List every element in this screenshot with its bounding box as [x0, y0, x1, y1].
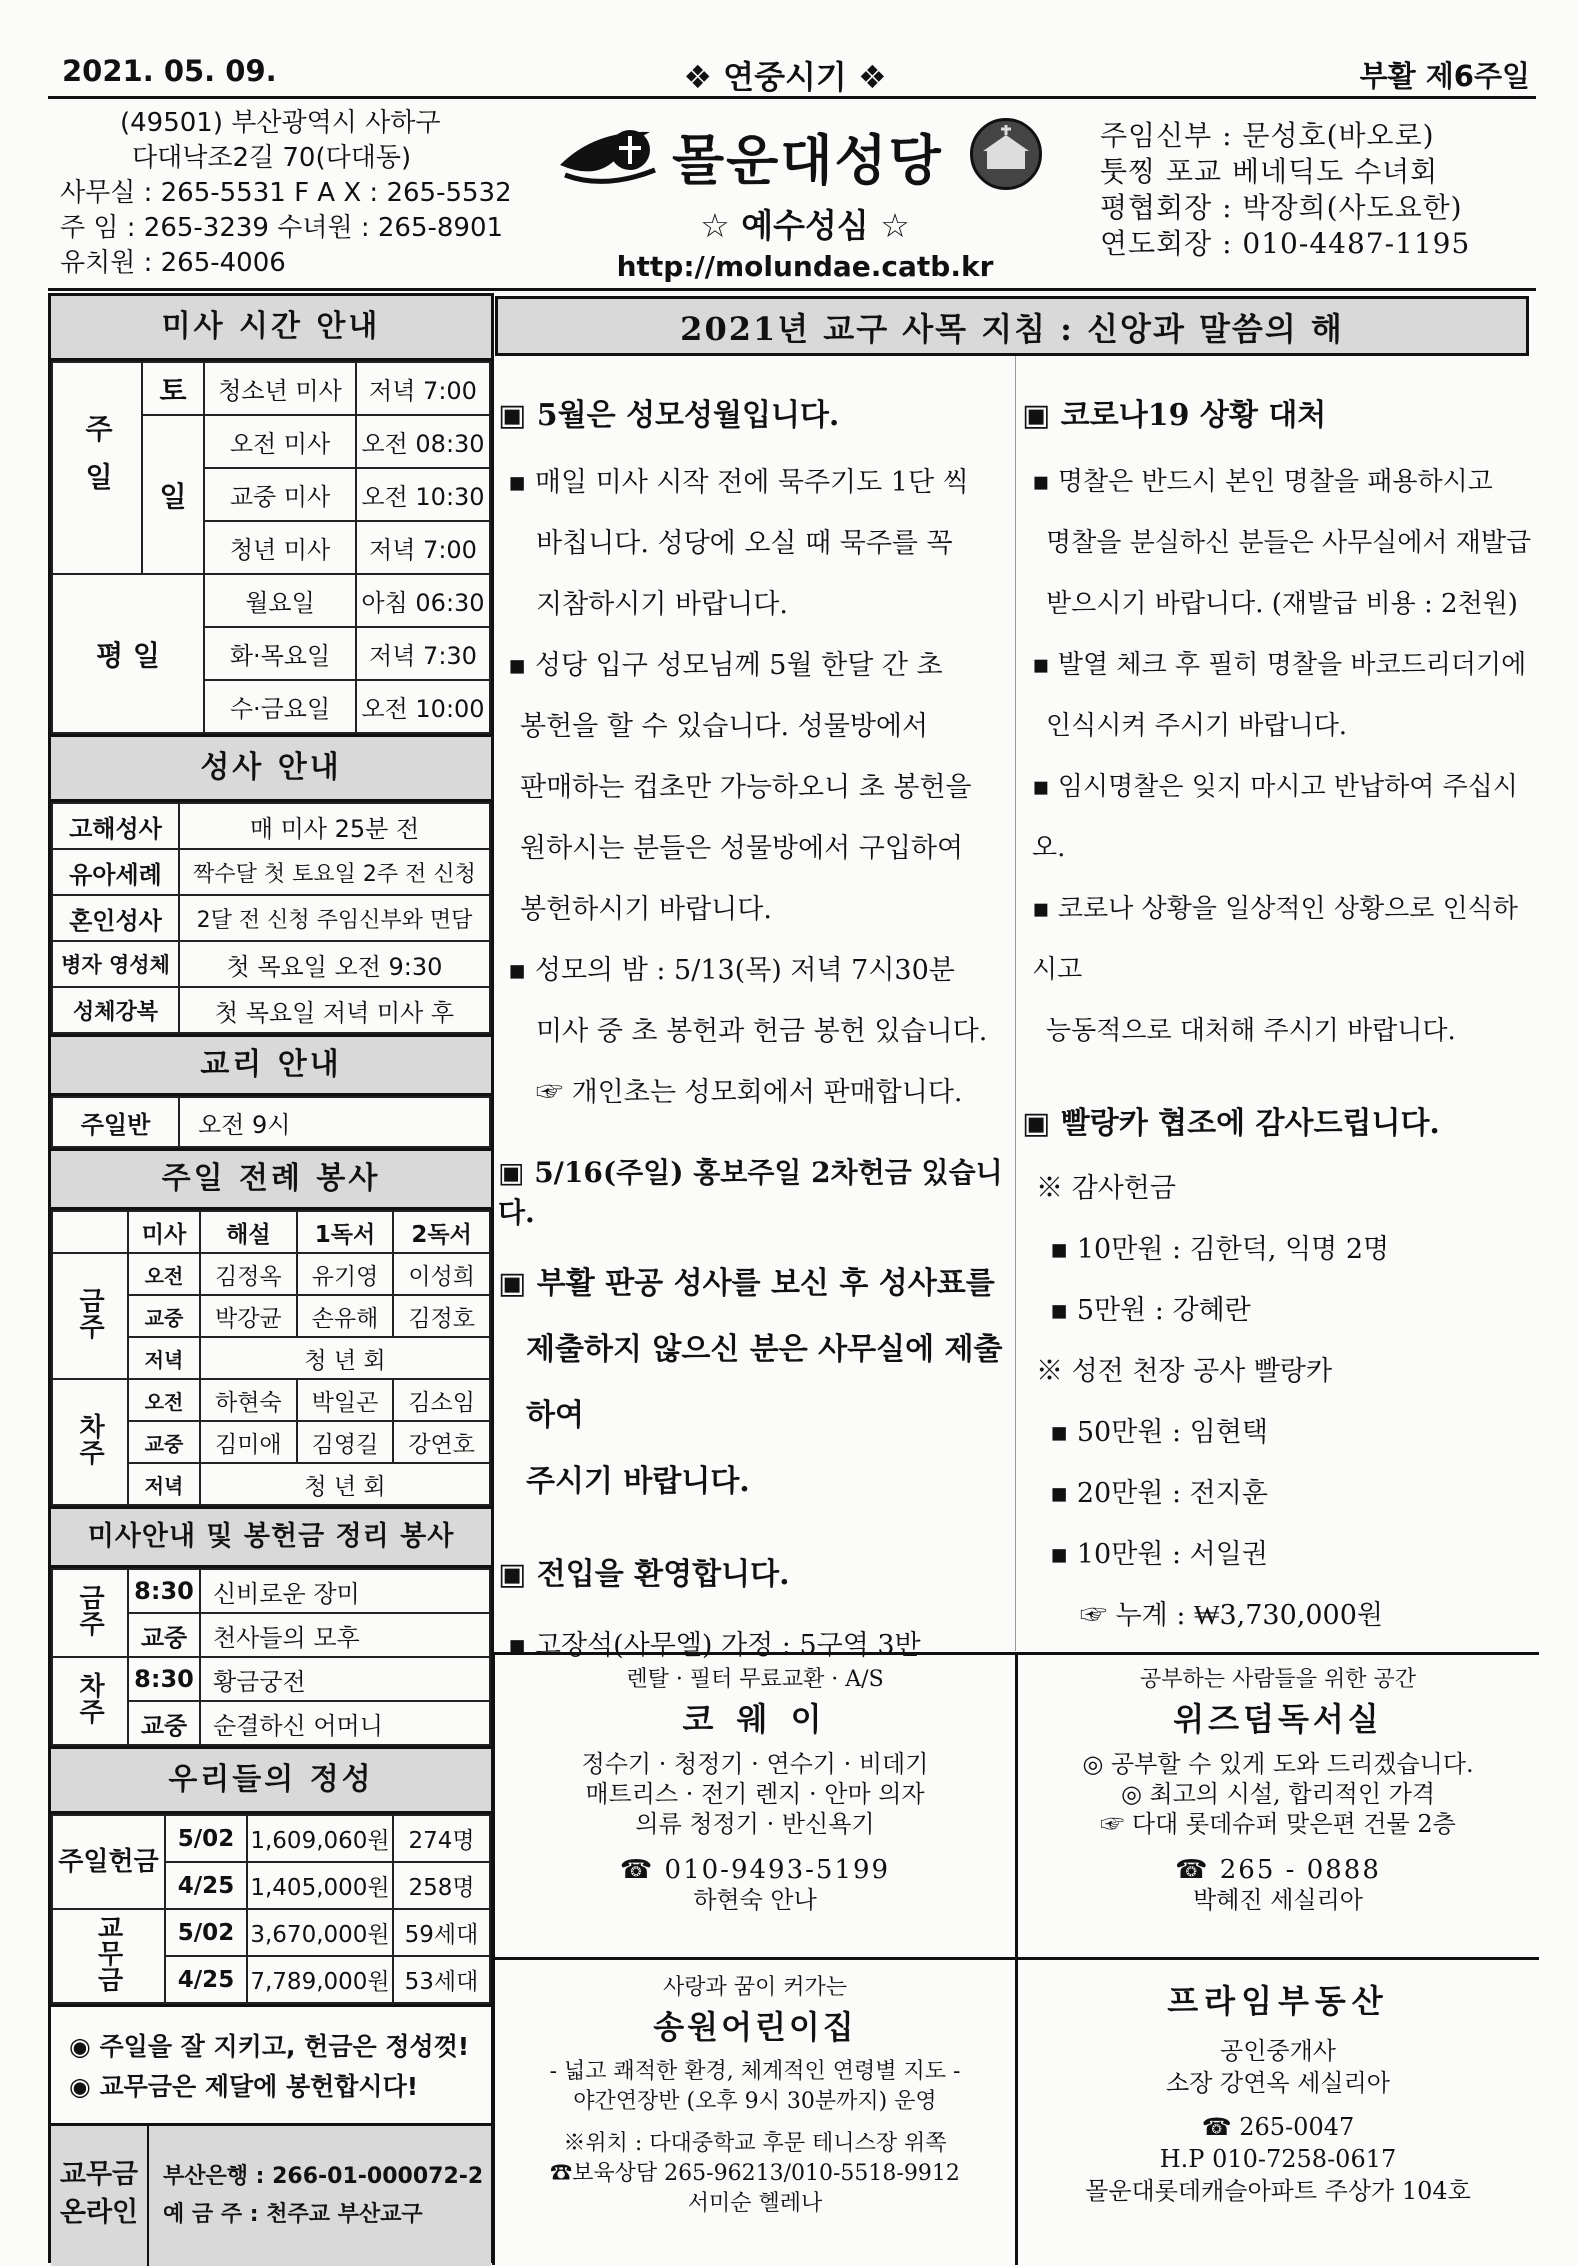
service-group: 황금궁전	[200, 1657, 490, 1701]
donation-date: 4/25	[165, 1862, 247, 1909]
office-phone: 사무실 : 265-5531 F A X : 265-5532	[60, 178, 512, 208]
ad-line: ◎ 공부할 수 있게 도와 드리겠습니다.	[1082, 1750, 1474, 1778]
notice-line: 판매하는 컵초만 가능하오니 초 봉헌을	[520, 772, 972, 803]
ad-line: 매트리스 · 전기 렌지 · 안마 의자	[585, 1780, 925, 1808]
liturgy-cell: 강연호	[393, 1421, 490, 1463]
address-line1: (49501) 부산광역시 사하구	[120, 108, 441, 138]
liturgy-mass: 오전	[128, 1253, 200, 1295]
songwon-ad	[495, 1973, 1015, 2219]
sacrament-info: 2달 전 신청 주임신부와 면담	[179, 895, 490, 941]
donation-notes	[51, 2004, 491, 2134]
ad-line: - 넓고 쾌적한 환경, 체계적인 연령별 지도 -	[549, 2059, 961, 2084]
notice-line: 받으시기 바랍니다. (재발급 비용 : 2천원)	[1046, 589, 1518, 619]
church-tax-label: 교무금	[52, 1909, 165, 2003]
mass-name: 교중 미사	[204, 468, 356, 521]
ads-horizontal-divider	[495, 1957, 1539, 1960]
notice-line: 능동적으로 대처해 주시기 바랍니다.	[1046, 1016, 1456, 1046]
sacrament-info: 첫 목요일 저녁 미사 후	[179, 987, 490, 1033]
notice-line: ▪ 코로나 상황을 일상적인 상황으로 인식하시고	[1032, 894, 1518, 985]
covid-title: ▣ 코로나19 상황 대처	[1022, 398, 1327, 433]
mass-name: 청소년 미사	[204, 362, 356, 415]
ad-tagline: 사랑과 꿈이 커가는	[662, 1975, 847, 2000]
ad-contact: 박혜진 세실리아	[1193, 1886, 1363, 1914]
mass-name: 청년 미사	[204, 521, 356, 574]
sacrament-name: 혼인성사	[52, 895, 179, 941]
notice-line: ▪ 성당 입구 성모님께 5월 한달 간 초	[508, 650, 943, 681]
mass-name: 오전 미사	[204, 415, 356, 468]
offering-service-title: 미사안내 및 봉헌금 정리 봉사	[51, 1506, 491, 1568]
service-group: 순결하신 어머니	[200, 1701, 490, 1745]
donation-count: 53세대	[393, 1956, 490, 2003]
left-column	[48, 293, 494, 2263]
donation-count: 274명	[393, 1815, 490, 1862]
ad-phone: ☎ 265-0047	[1201, 2113, 1355, 2141]
ad-name: 코 웨 이	[682, 1700, 828, 1738]
ad-line: 공인중개사	[1220, 2037, 1336, 2065]
saturday-label: 토	[142, 362, 204, 415]
ad-tagline: 렌탈 · 필터 무료교환 · A/S	[626, 1667, 884, 1692]
notice-line: 인식시켜 주시기 바랍니다.	[1046, 711, 1348, 741]
liturgy-cell: 유기영	[297, 1253, 394, 1295]
palanca-line: ▪ 50만원 : 임현택	[1050, 1417, 1268, 1448]
staff-block	[1100, 118, 1470, 262]
notice-line: 원하시는 분들은 성물방에서 구입하여	[520, 833, 964, 864]
donation-amount: 1,609,060원	[247, 1815, 393, 1862]
weekday-label: 평 일	[52, 574, 204, 733]
donation-date: 5/02	[165, 1909, 247, 1956]
liturgy-cell: 김정호	[393, 1295, 490, 1337]
online-box	[51, 2123, 491, 2266]
ad-name: 프라임부동산	[1167, 1982, 1389, 2020]
mass-time: 저녁 7:30	[356, 627, 490, 680]
liturgy-cell: 청 년 회	[200, 1463, 490, 1505]
donation-note: ◉ 교무금은 제달에 봉헌합시다!	[69, 2072, 419, 2101]
ads-area	[492, 1652, 1539, 2265]
notice-line: ☞ 개인초는 성모회에서 판매합니다.	[536, 1077, 963, 1108]
this-week-label: 금주	[52, 1253, 128, 1379]
liturgy-head: 해설	[200, 1211, 297, 1253]
notice-line: 봉헌하시기 바랍니다.	[520, 894, 772, 925]
mass-times-table	[51, 361, 491, 734]
liturgy-cell: 김정옥	[200, 1253, 297, 1295]
liturgy-mass: 저녁	[128, 1463, 200, 1505]
palanca-subhead: ※ 성전 천장 공사 빨랑카	[1036, 1356, 1333, 1387]
ad-name: 위즈덤독서실	[1173, 1700, 1383, 1738]
sacrament-name: 고해성사	[52, 803, 179, 849]
liturgy-title: 주일 전례 봉사	[51, 1148, 491, 1210]
ad-tagline: 공부하는 사람들을 위한 공간	[1139, 1667, 1416, 1692]
liturgy-cell: 박일곤	[297, 1379, 394, 1421]
column-divider	[1015, 356, 1016, 1651]
notice-line: 주시기 바랍니다.	[526, 1464, 750, 1499]
ad-line: 소장 강연옥 세실리아	[1166, 2069, 1390, 2097]
ad-contact: 하현숙 안나	[693, 1886, 817, 1914]
service-group: 천사들의 모후	[200, 1613, 490, 1657]
catechism-class: 주일반	[52, 1097, 179, 1147]
funeral-president: 연도회장 : 010-4487-1195	[1100, 227, 1471, 260]
liturgy-cell: 하현숙	[200, 1379, 297, 1421]
sacrament-info: 매 미사 25분 전	[179, 803, 490, 849]
mass-time: 저녁 7:00	[356, 521, 490, 574]
wisdom-ad	[1018, 1665, 1538, 1915]
dove-logo-icon	[555, 120, 665, 190]
notice-line: ▪ 발열 체크 후 필히 명찰을 바코드리더기에	[1032, 650, 1527, 680]
liturgy-mass: 교중	[128, 1295, 200, 1337]
service-mass: 8:30	[128, 1657, 200, 1701]
sacrament-table	[51, 802, 491, 1034]
notice-line: 바칩니다. 성당에 오실 때 묵주를 꼭	[536, 528, 953, 559]
church-motto: ☆ 예수성심 ☆	[700, 206, 910, 245]
liturgy-cell: 김영길	[297, 1421, 394, 1463]
notice-line: ▪ 매일 미사 시작 전에 묵주기도 1단 씩	[508, 467, 969, 498]
offering-service-table	[51, 1568, 491, 1746]
mass-time: 오전 08:30	[356, 415, 490, 468]
donation-title: 우리들의 정성	[51, 1746, 491, 1814]
confession-notice	[498, 1251, 1013, 1515]
bank-account: 부산은행 : 266-01-000072-2	[163, 2164, 484, 2189]
mass-name: 수·금요일	[204, 680, 356, 733]
online-label-line: 교무금	[59, 2159, 139, 2190]
liturgy-cell: 손유해	[297, 1295, 394, 1337]
ad-address: 몰운대롯데캐슬아파트 주상가 104호	[1085, 2177, 1471, 2205]
online-label-line: 온라인	[59, 2197, 139, 2228]
mass-time: 오전 10:00	[356, 680, 490, 733]
mass-time: 오전 10:30	[356, 468, 490, 521]
issue-date: 2021. 05. 09.	[62, 54, 277, 88]
online-account	[163, 2158, 483, 2234]
church-name: 몰운대성당	[672, 129, 943, 192]
liturgy-mass: 오전	[128, 1379, 200, 1421]
sunday-day-label: 일	[142, 415, 204, 574]
notice-column-2	[1022, 390, 1534, 1646]
donation-date: 5/02	[165, 1815, 247, 1862]
kindergarten-phone: 유치원 : 265-4006	[60, 248, 286, 278]
address-block	[60, 106, 512, 281]
service-mass: 교중	[128, 1701, 200, 1745]
palanca-line: ▪ 20만원 : 전지훈	[1050, 1478, 1268, 1509]
ad-line: 야간연장반 (오후 9시 30분까지) 운영	[573, 2089, 937, 2114]
liturgy-cell: 박강균	[200, 1295, 297, 1337]
service-group: 신비로운 장미	[200, 1569, 490, 1613]
sacrament-name: 유아세례	[52, 849, 179, 895]
ad-phone: ☎ 265 - 0888	[1175, 1855, 1381, 1885]
liturgy-head: 1독서	[297, 1211, 394, 1253]
ad-line: ☞ 다대 롯데슈퍼 맞은편 건물 2층	[1100, 1810, 1456, 1838]
palanca-line: ▪ 10만원 : 김한덕, 익명 2명	[1050, 1234, 1390, 1265]
notice-line: 지참하시기 바랍니다.	[536, 589, 788, 620]
welcome-title: ▣ 전입을 환영합니다.	[498, 1557, 790, 1592]
liturgy-cell: 김소임	[393, 1379, 490, 1421]
notice-line: ▪ 명찰은 반드시 본인 명찰을 패용하시고	[1032, 467, 1493, 497]
this-week-label: 금주	[52, 1569, 128, 1657]
ad-line: ※위치 : 다대중학교 후문 테니스장 위쪽	[563, 2131, 947, 2156]
mass-times-title: 미사 시간 안내	[51, 293, 491, 361]
ad-line: 정수기 · 청정기 · 연수기 · 비데기	[581, 1750, 929, 1778]
sunday-label: 주일	[52, 362, 142, 574]
liturgical-week: 부활 제6주일	[1359, 59, 1530, 93]
header-bottom-divider	[48, 288, 1536, 291]
prime-realty-ad	[1018, 1977, 1538, 2207]
notice-line: ▪ 임시명찰은 잊지 마시고 반납하여 주십시오.	[1032, 772, 1518, 863]
ad-phone: ☎ 010-9493-5199	[619, 1855, 891, 1885]
church-logo	[555, 120, 665, 190]
mass-time: 저녁 7:00	[356, 362, 490, 415]
liturgy-table	[51, 1210, 491, 1506]
donation-count: 258명	[393, 1862, 490, 1909]
catechism-table	[51, 1096, 491, 1148]
ad-name: 송원어린이집	[653, 2008, 857, 2046]
covid-body	[1022, 452, 1534, 1062]
palanca-line: ▪ 5만원 : 강혜란	[1050, 1295, 1251, 1326]
pastoral-guideline-banner: 2021년 교구 사목 지침 : 신앙과 말씀의 해	[495, 296, 1529, 356]
palanca-title: ▣ 빨랑카 협조에 감사드립니다.	[1022, 1106, 1440, 1141]
sacrament-name: 성체강복	[52, 987, 179, 1033]
donation-amount: 7,789,000원	[247, 1956, 393, 2003]
notice-line: 제출하지 않으신 분은 사무실에 제출하여	[526, 1332, 1003, 1433]
sacrament-title: 성사 안내	[51, 734, 491, 802]
liturgy-head: 미사	[128, 1211, 200, 1253]
liturgy-cell: 김미애	[200, 1421, 297, 1463]
sacrament-info: 짝수달 첫 토요일 2주 전 신청	[179, 849, 490, 895]
may-marian-title: ▣ 5월은 성모성월입니다.	[498, 398, 840, 433]
donation-amount: 3,670,000원	[247, 1909, 393, 1956]
ad-line: ◎ 최고의 시설, 합리적인 가격	[1120, 1780, 1436, 1808]
notice-line: 봉헌을 할 수 있습니다. 성물방에서	[520, 711, 929, 742]
palanca-body	[1022, 1158, 1534, 1646]
donation-note: ◉ 주일을 잘 지키고, 헌금은 정성껏!	[69, 2032, 470, 2061]
liturgy-cell: 청 년 회	[200, 1337, 490, 1379]
donation-table	[51, 1814, 491, 2004]
notice-column-1	[498, 390, 1013, 1676]
welcome-line: ▪ 고장석(사무엘) 가정 : 5구역 3반	[508, 1630, 921, 1661]
palanca-subhead: ※ 감사헌금	[1036, 1173, 1176, 1204]
sunday-offering-label: 주일헌금	[52, 1815, 165, 1909]
palanca-total: ☞ 누계 : ₩3,730,000원	[1080, 1600, 1383, 1631]
donation-amount: 1,405,000원	[247, 1862, 393, 1909]
coway-ad	[495, 1665, 1015, 1915]
liturgy-cell: 이성희	[393, 1253, 490, 1295]
church-url[interactable]: http://molundae.catb.kr	[616, 250, 994, 283]
account-holder: 예 금 주 : 천주교 부산교구	[163, 2202, 423, 2227]
mass-time: 아침 06:30	[356, 574, 490, 627]
online-label	[51, 2126, 149, 2266]
liturgy-mass: 저녁	[128, 1337, 200, 1379]
liturgy-head: 2독서	[393, 1211, 490, 1253]
sacrament-name: 병자 영성체	[52, 941, 179, 987]
promo-sunday-title: ▣ 5/16(주일) 홍보주일 2차헌금 있습니다.	[498, 1156, 1003, 1229]
address-line2: 다대낙조2길 70(다대동)	[132, 143, 412, 173]
catechism-time: 오전 9시	[179, 1097, 490, 1147]
notice-line: ▣ 부활 판공 성사를 보신 후 성사표를	[498, 1266, 995, 1301]
palanca-line: ▪ 10만원 : 서일권	[1050, 1539, 1268, 1570]
next-week-label: 차주	[52, 1657, 128, 1745]
ad-phone: ☎보육상담 265-96213/010-5518-9912	[550, 2161, 960, 2186]
service-mass: 교중	[128, 1613, 200, 1657]
liturgical-season: ❖ 연중시기 ❖	[683, 58, 887, 96]
may-marian-body	[498, 452, 1013, 1123]
church-building-icon	[970, 118, 1042, 190]
sacrament-info: 첫 목요일 오전 9:30	[179, 941, 490, 987]
mass-name: 화·목요일	[204, 627, 356, 680]
header-divider	[48, 96, 1536, 99]
council-president: 평협회장 : 박장희(사도요한)	[1100, 191, 1463, 224]
pastor-name: 주임신부 : 문성호(바오로)	[1100, 119, 1435, 152]
next-week-label: 차주	[52, 1379, 128, 1505]
notice-line: ▪ 성모의 밤 : 5/13(목) 저녁 7시30분	[508, 955, 955, 986]
ad-contact: 서미순 헬레나	[687, 2191, 823, 2216]
liturgy-mass: 교중	[128, 1421, 200, 1463]
sisters-order: 툿찡 포교 베네딕도 수녀회	[1100, 155, 1439, 188]
mass-name: 월요일	[204, 574, 356, 627]
notice-line: 미사 중 초 봉헌과 헌금 봉헌 있습니다.	[536, 1016, 988, 1047]
donation-count: 59세대	[393, 1909, 490, 1956]
service-mass: 8:30	[128, 1569, 200, 1613]
ad-line: 의류 청정기 · 반신욕기	[635, 1810, 875, 1838]
donation-date: 4/25	[165, 1956, 247, 2003]
pastor-phone: 주 임 : 265-3239 수녀원 : 265-8901	[60, 213, 504, 243]
catechism-title: 교리 안내	[51, 1034, 491, 1096]
notice-line: 명찰을 분실하신 분들은 사무실에서 재발급	[1046, 528, 1532, 558]
ad-mobile: H.P 010-7258-0617	[1159, 2145, 1397, 2173]
